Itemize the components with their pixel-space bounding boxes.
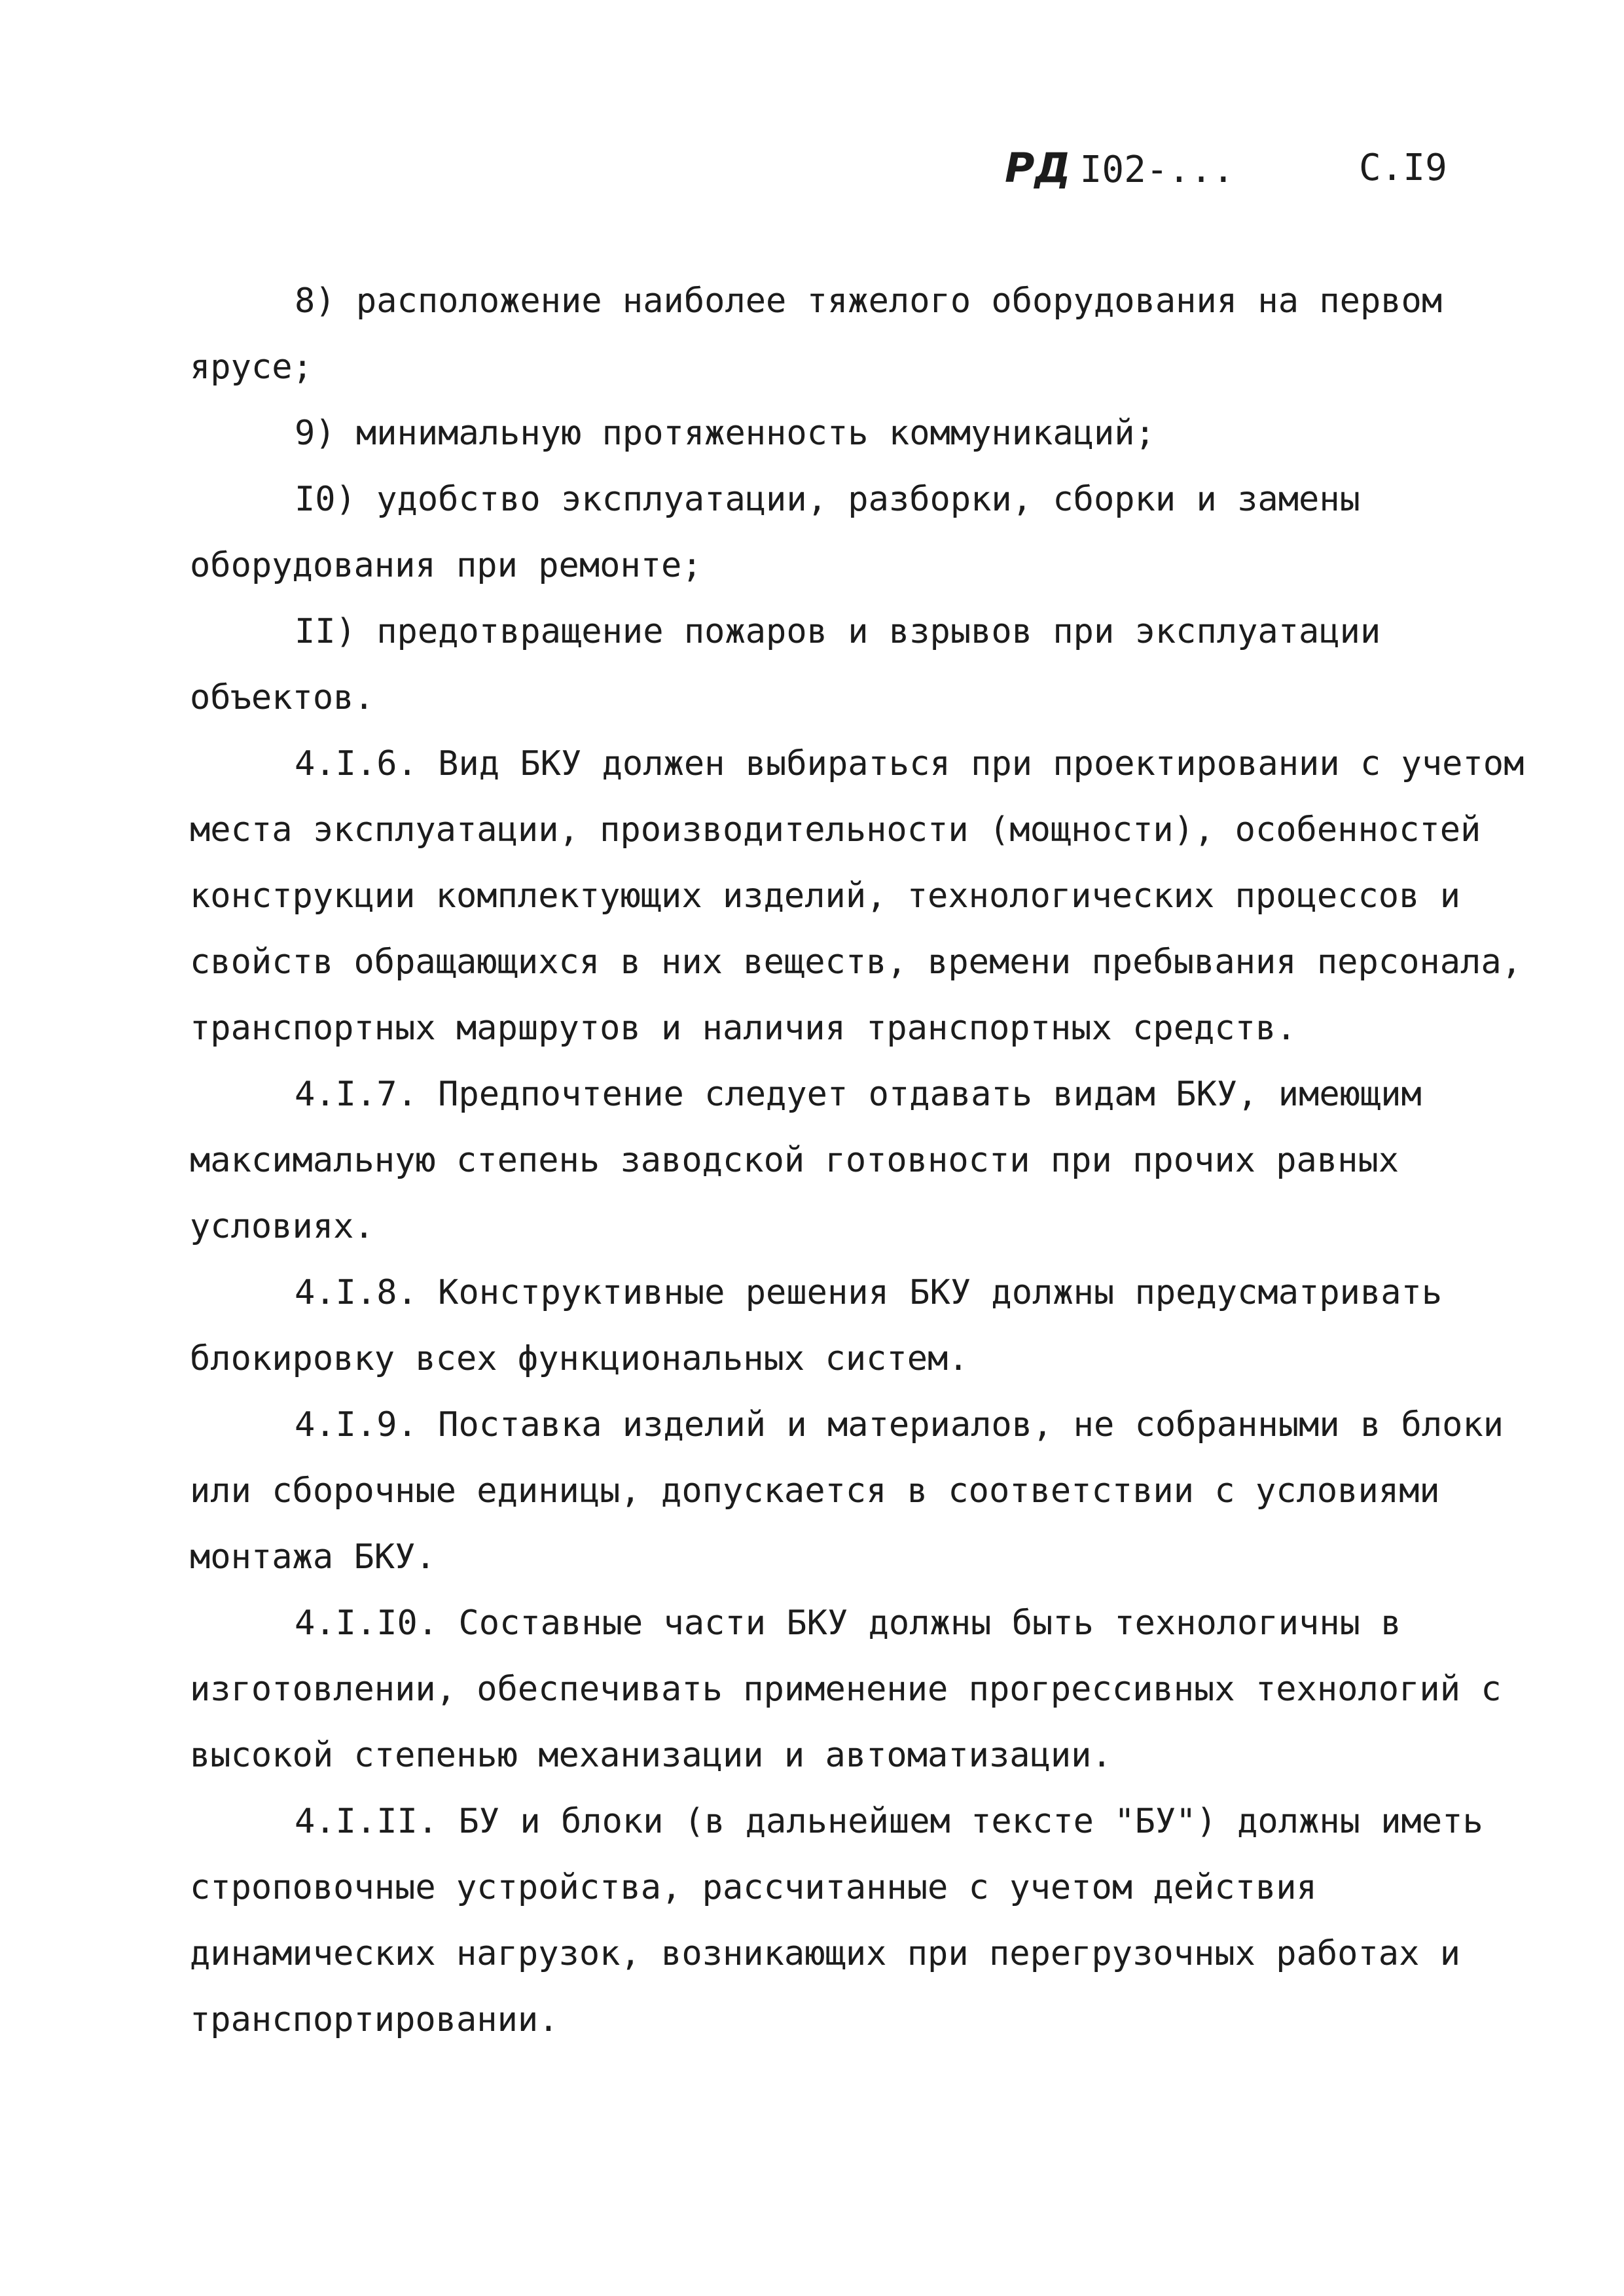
list-item-9: 9) минимальную протяженность коммуникаций; xyxy=(295,414,1155,453)
list-item-11: II) предотвращение пожаров и взрывов при эксплуатации объектов. xyxy=(190,612,1381,717)
page-number: С.I9 xyxy=(1359,147,1447,189)
document-code xyxy=(1005,139,1235,200)
list-item-8: 8) расположение наиболее тяжелого оборудования на первом ярусе; xyxy=(190,281,1443,387)
document-body xyxy=(190,268,1532,2053)
list-item-10: I0) удобство эксплуатации, разборки, сборки и замены оборудования при ремонте; xyxy=(190,480,1360,585)
clause-4-1-6: 4.I.6. Вид БКУ должен выбираться при проектировании с учетом места эксплуатации, производительности (мощности), особенностей конструкции комплектующих изделий, технологических процессов и свойств обращающихся в них веществ, времени пребывания персонала, транспортных маршрутов и наличия транспортных средств. xyxy=(190,744,1525,1048)
clause-4-1-8: 4.I.8. Конструктивные решения БКУ должны предусматривать блокировку всех функциональных систем. xyxy=(190,1273,1443,1378)
clause-4-1-9: 4.I.9. Поставка изделий и материалов, не собранными в блоки или сборочные единицы, допускается в соответствии с условиями монтажа БКУ. xyxy=(190,1405,1504,1577)
clause-4-1-7: 4.I.7. Предпочтение следует отдавать видам БКУ, имеющим максимальную степень заводской готовности при прочих равных условиях. xyxy=(190,1075,1422,1246)
clause-4-1-11: 4.I.II. БУ и блоки (в дальнейшем тексте "БУ") должны иметь строповочные устройства, рассчитанные с учетом действия динамических нагрузок, возникающих при перегрузочных работах и транспортировании. xyxy=(190,1802,1483,2039)
document-code-number: I02-... xyxy=(1079,149,1235,191)
document-code-prefix: РД xyxy=(1005,144,1071,192)
page-header xyxy=(1005,139,1463,198)
clause-4-1-10: 4.I.I0. Составные части БКУ должны быть технологичны в изготовлении, обеспечивать применение прогрессивных технологий с высокой степенью механизации и автоматизации. xyxy=(190,1604,1502,1775)
